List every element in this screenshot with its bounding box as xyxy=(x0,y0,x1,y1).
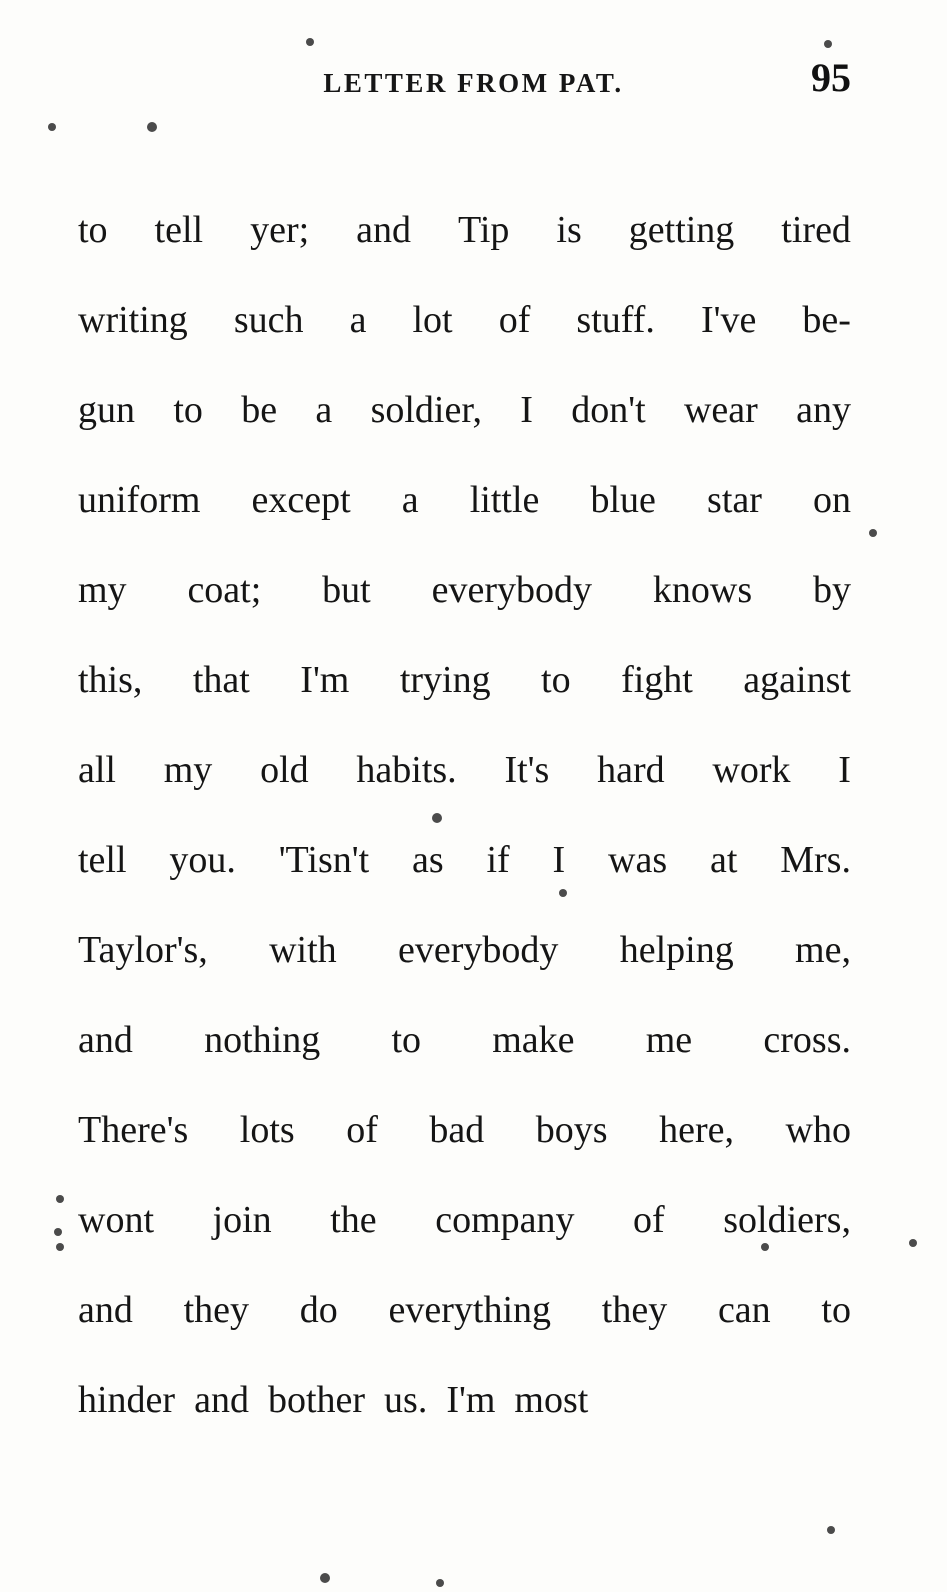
word: of xyxy=(633,1199,665,1241)
word: my xyxy=(78,569,127,611)
word: was xyxy=(608,839,668,881)
word: any xyxy=(796,389,851,431)
word: knows xyxy=(652,569,753,611)
text-line xyxy=(78,995,851,1085)
word: getting xyxy=(628,209,735,251)
word: is xyxy=(556,209,582,251)
word: and xyxy=(78,1019,133,1061)
word: of xyxy=(346,1109,378,1151)
word: by xyxy=(812,569,851,611)
print-speck xyxy=(761,1243,769,1251)
word: soldier, xyxy=(370,389,482,431)
word: me xyxy=(645,1019,693,1061)
word: against xyxy=(743,659,851,701)
word: tell xyxy=(154,209,204,251)
word: us. xyxy=(384,1379,428,1421)
word: tell xyxy=(78,839,127,881)
word: me, xyxy=(795,929,851,971)
print-speck xyxy=(436,1579,444,1587)
word: of xyxy=(498,299,531,341)
word: my xyxy=(163,749,213,791)
word: work xyxy=(712,749,791,791)
print-speck xyxy=(56,1195,64,1203)
word: gun xyxy=(78,389,135,431)
text-line xyxy=(78,1265,851,1355)
word: bad xyxy=(429,1109,485,1151)
text-line xyxy=(78,905,851,995)
word: don't xyxy=(571,389,646,431)
word: company xyxy=(435,1199,575,1241)
word: I xyxy=(838,749,851,791)
word: a xyxy=(349,299,367,341)
word: to xyxy=(541,659,571,701)
word: bother xyxy=(267,1379,366,1421)
text-line xyxy=(78,1085,851,1175)
word: It's xyxy=(504,749,550,791)
print-speck xyxy=(306,38,314,46)
word: everybody xyxy=(398,929,559,971)
word: join xyxy=(212,1199,272,1241)
word: tired xyxy=(781,209,851,251)
word: but xyxy=(322,569,371,611)
word: Mrs. xyxy=(780,839,851,881)
word: everything xyxy=(388,1289,552,1331)
word: trying xyxy=(399,659,491,701)
word: lots xyxy=(239,1109,295,1151)
word: who xyxy=(785,1109,851,1151)
word: blue xyxy=(590,479,656,521)
print-speck xyxy=(559,889,567,897)
word: to xyxy=(391,1019,421,1061)
word: everybody xyxy=(431,569,592,611)
word: here, xyxy=(659,1109,735,1151)
word: do xyxy=(299,1289,338,1331)
word: I've xyxy=(700,299,757,341)
text-line xyxy=(78,545,851,635)
word: helping xyxy=(619,929,734,971)
word: I xyxy=(552,839,566,881)
word: except xyxy=(251,479,351,521)
word: all xyxy=(78,749,116,791)
text-line xyxy=(78,815,851,905)
word: hard xyxy=(597,749,665,791)
text-line xyxy=(78,365,851,455)
word: make xyxy=(492,1019,575,1061)
print-speck xyxy=(827,1526,835,1534)
print-speck xyxy=(320,1573,330,1583)
word: a xyxy=(401,479,419,521)
print-speck xyxy=(909,1239,917,1247)
word: most xyxy=(514,1379,589,1421)
word: if xyxy=(486,839,510,881)
word: a xyxy=(315,389,333,431)
word: and xyxy=(78,1289,133,1331)
word: lot xyxy=(412,299,453,341)
word: coat; xyxy=(187,569,262,611)
word: Taylor's, xyxy=(78,929,208,971)
text-line xyxy=(78,455,851,545)
word: that xyxy=(192,659,250,701)
word: to xyxy=(173,389,203,431)
word: stuff. xyxy=(576,299,655,341)
word: they xyxy=(601,1289,668,1331)
word: old xyxy=(260,749,309,791)
text-line xyxy=(78,185,851,275)
page-body-text xyxy=(78,185,851,1445)
word: There's xyxy=(78,1109,189,1151)
print-speck xyxy=(824,40,832,48)
word: star xyxy=(707,479,762,521)
word: 'Tisn't xyxy=(278,839,370,881)
text-line xyxy=(78,1355,851,1445)
word: the xyxy=(330,1199,377,1241)
word: as xyxy=(412,839,444,881)
word: and xyxy=(356,209,412,251)
word: cross. xyxy=(763,1019,851,1061)
word: such xyxy=(233,299,304,341)
word: little xyxy=(469,479,540,521)
word: uniform xyxy=(78,479,201,521)
running-title: LETTER FROM PAT. xyxy=(323,68,624,98)
word: fight xyxy=(621,659,693,701)
word: I'm xyxy=(300,659,350,701)
word: to xyxy=(78,209,108,251)
word: nothing xyxy=(204,1019,321,1061)
text-line xyxy=(78,635,851,725)
word: hinder xyxy=(78,1379,176,1421)
page-header xyxy=(0,55,947,114)
print-speck xyxy=(869,529,877,537)
print-speck xyxy=(48,123,56,131)
word: on xyxy=(813,479,851,521)
word: yer; xyxy=(250,209,310,251)
word: wear xyxy=(683,389,758,431)
word: habits. xyxy=(356,749,457,791)
word: with xyxy=(269,929,337,971)
word: this, xyxy=(78,659,143,701)
word: I xyxy=(520,389,533,431)
print-speck xyxy=(56,1243,64,1251)
word: be- xyxy=(802,299,851,341)
print-speck xyxy=(147,122,157,132)
text-line xyxy=(78,275,851,365)
word: they xyxy=(183,1289,250,1331)
word: can xyxy=(717,1289,771,1331)
word: wont xyxy=(78,1199,154,1241)
print-speck xyxy=(54,1228,62,1236)
page-number: 95 xyxy=(811,55,851,100)
print-speck xyxy=(432,813,442,823)
word: at xyxy=(709,839,738,881)
word: soldiers, xyxy=(723,1199,851,1241)
word: I'm xyxy=(446,1379,496,1421)
word: you. xyxy=(169,839,236,881)
word: Tip xyxy=(458,209,510,251)
word: to xyxy=(821,1289,851,1331)
word: be xyxy=(241,389,278,431)
word: and xyxy=(194,1379,249,1421)
text-line xyxy=(78,725,851,815)
word: boys xyxy=(535,1109,608,1151)
text-line xyxy=(78,1175,851,1265)
word: writing xyxy=(78,299,188,341)
